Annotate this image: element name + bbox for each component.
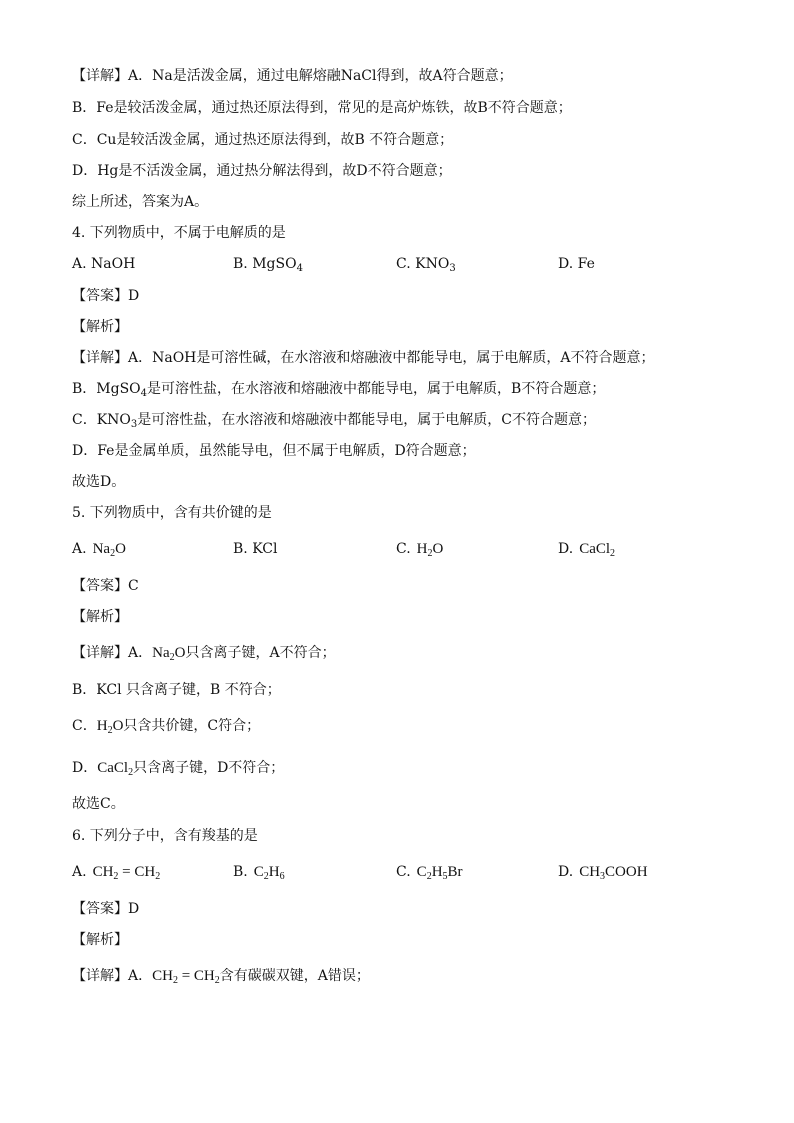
q4-option-c: C. $KNO_3$ xyxy=(396,256,456,274)
q4-explain-line-1: 【详解】A．NaOH是可溶性碱，在水溶液和熔融液中都能导电，属于电解质，A不符合题意； xyxy=(72,350,655,366)
q5-option-d: D. CaCl$_2$ xyxy=(558,541,616,559)
q6-explain-line-1: 【详解】A．$CH_2 = CH_2$含有碳碳双键，A错误； xyxy=(72,968,370,986)
q3-explain-line-3: C．Cu是较活泼金属，通过热还原法得到，故B 不符合题意； xyxy=(72,132,454,148)
q6-answer: 【答案】D xyxy=(72,901,140,917)
q4-explain-line-5: 故选D。 xyxy=(72,474,126,490)
q4-option-d: D. Fe xyxy=(558,256,595,272)
q4-answer: 【答案】D xyxy=(72,288,140,304)
q5-explain-line-2: B．KCl 只含离子键，B 不符合； xyxy=(72,682,281,698)
q6-option-a: A. $CH_2 = CH_2$ xyxy=(72,864,161,882)
q6-analysis-heading: 【解析】 xyxy=(72,932,128,948)
q6-option-d: D. $CH_3COOH$ xyxy=(558,864,648,882)
q4-analysis-heading: 【解析】 xyxy=(72,319,128,335)
q4-explain-line-3: C．$KNO_3$是可溶性盐，在水溶液和熔融液中都能导电，属于电解质，C不符合题意； xyxy=(72,412,596,430)
q5-answer: 【答案】C xyxy=(72,578,139,594)
q3-explain-line-2: B．Fe是较活泼金属，通过热还原法得到，常见的是高炉炼铁，故B不符合题意； xyxy=(72,100,572,116)
q4-stem: 4. 下列物质中，不属于电解质的是 xyxy=(72,225,286,241)
q4-explain-line-4: D．Fe是金属单质，虽然能导电，但不属于电解质，D符合题意； xyxy=(72,443,476,459)
q4-option-b: B. MgSO$_4$ xyxy=(233,256,303,274)
q5-stem: 5. 下列物质中，含有共价键的是 xyxy=(72,505,272,521)
q5-explain-line-1: 【详解】A．$Na_2O$只含离子键，A不符合； xyxy=(72,645,336,663)
q5-analysis-heading: 【解析】 xyxy=(72,609,128,625)
q5-explain-line-3: C．$H_2O$只含共价键，C符合； xyxy=(72,718,261,736)
q6-option-b: B. $C_2H_6$ xyxy=(233,864,285,882)
q5-option-a: A. $Na_2O$ xyxy=(72,541,126,559)
q3-explain-line-1: 【详解】A．Na是活泼金属，通过电解熔融NaCl得到，故A符合题意； xyxy=(72,68,513,84)
q3-explain-line-5: 综上所述，答案为A。 xyxy=(72,194,209,210)
q6-stem: 6. 下列分子中，含有羧基的是 xyxy=(72,828,258,844)
q5-option-b: B. KCl xyxy=(233,541,278,557)
q5-option-c: C. $H_2O$ xyxy=(396,541,444,559)
q6-option-c: C. $C_2H_5Br$ xyxy=(396,864,463,882)
q4-option-a: A. NaOH xyxy=(72,256,136,272)
q5-explain-line-5: 故选C。 xyxy=(72,796,125,812)
q4-explain-line-2: B．MgSO$_4$是可溶性盐，在水溶液和熔融液中都能导电，属于电解质，B不符合题意； xyxy=(72,381,606,399)
q5-explain-line-4: D．CaCl$_2$只含离子键，D不符合； xyxy=(72,760,285,778)
q3-explain-line-4: D．Hg是不活泼金属，通过热分解法得到，故D不符合题意； xyxy=(72,163,452,179)
